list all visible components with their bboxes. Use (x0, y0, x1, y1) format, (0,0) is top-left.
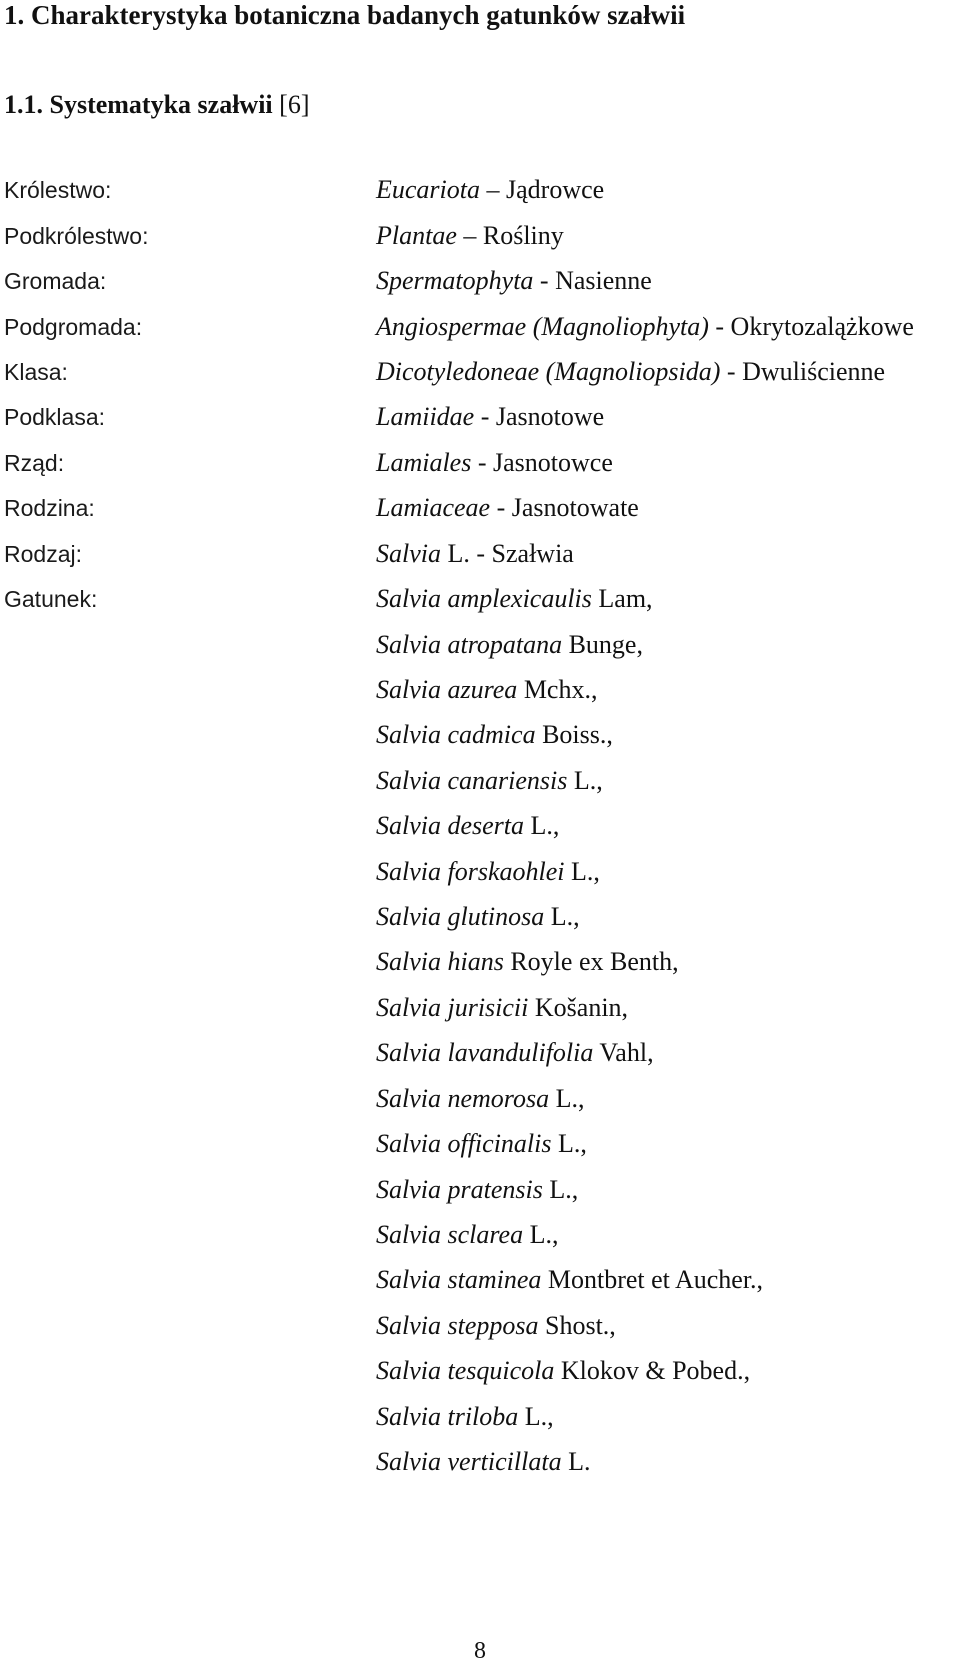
taxon-latin: Plantae (376, 221, 457, 250)
species-item (376, 947, 679, 977)
taxon-latin: Salvia amplexicaulis (376, 584, 592, 613)
species-author: L., (551, 1129, 587, 1158)
species-item (376, 1220, 558, 1250)
taxon-name (376, 175, 604, 205)
rank-label: Rząd: (4, 450, 65, 476)
species-item (376, 1038, 654, 1068)
taxon-common: L. - Szałwia (441, 539, 574, 568)
taxon-name (376, 221, 564, 251)
species-author: Shost., (538, 1311, 616, 1340)
species-author: L., (567, 766, 603, 795)
species-item (376, 766, 603, 796)
species-author: L., (549, 1084, 585, 1113)
taxon-common: - Nasienne (533, 266, 652, 295)
taxon-name (376, 312, 914, 342)
species-author: L., (564, 857, 600, 886)
species-author: L. (561, 1447, 591, 1476)
taxon-latin: Lamiales (376, 448, 472, 477)
species-item (376, 630, 643, 660)
taxonomy-row (0, 493, 960, 533)
species-latin: Salvia verticillata (376, 1447, 562, 1476)
species-author: L., (544, 902, 580, 931)
species-item (376, 1084, 584, 1114)
species-latin: Salvia staminea (376, 1265, 542, 1294)
rank-label: Podklasa: (4, 404, 106, 430)
page-number: 8 (474, 1638, 486, 1664)
species-item (376, 1402, 554, 1432)
taxonomy-row (0, 312, 960, 352)
species-latin: Salvia officinalis (376, 1129, 552, 1158)
species-item (376, 902, 580, 932)
taxonomy-row (0, 539, 960, 579)
taxon-latin: Spermatophyta (376, 266, 534, 295)
section-title: 1. Charakterystyka botaniczna badanych gatunków szałwii (4, 0, 686, 30)
species-author: L., (523, 1220, 559, 1249)
species-item (376, 993, 628, 1023)
species-author: Vahl, (593, 1038, 654, 1067)
species-author: Royle ex Benth, (503, 947, 679, 976)
species-latin: Salvia cadmica (376, 720, 536, 749)
taxon-name (376, 402, 604, 432)
subsection-title-text: 1.1. Systematyka szałwii (4, 90, 273, 119)
taxon-common: Lam, (591, 584, 653, 613)
species-item (376, 1265, 763, 1295)
taxon-name (376, 584, 653, 614)
species-item (376, 811, 559, 841)
rank-label: Podgromada: (4, 314, 143, 340)
subsection-title (4, 90, 310, 120)
taxon-common: - Dwuliścienne (720, 357, 886, 386)
taxon-name (376, 448, 613, 478)
rank-label: Klasa: (4, 359, 68, 385)
species-latin: Salvia forskaohlei (376, 857, 565, 886)
taxonomy-row (0, 221, 960, 261)
taxonomy-row (0, 448, 960, 488)
taxon-latin: Angiospermae (Magnoliophyta) (376, 312, 709, 341)
species-author: Montbret et Aucher., (541, 1265, 764, 1294)
taxon-name (376, 357, 885, 387)
taxon-latin: Dicotyledoneae (Magnoliopsida) (376, 357, 721, 386)
species-latin: Salvia azurea (376, 675, 518, 704)
taxon-common: – Rośliny (456, 221, 564, 250)
taxon-latin: Lamiaceae (376, 493, 491, 522)
taxon-latin: Lamiidae (376, 402, 475, 431)
species-latin: Salvia pratensis (376, 1175, 543, 1204)
species-author: Mchx., (517, 675, 598, 704)
species-author: L., (524, 811, 560, 840)
species-latin: Salvia hians (376, 947, 504, 976)
species-latin: Salvia sclarea (376, 1220, 524, 1249)
taxon-name (376, 539, 574, 569)
species-latin: Salvia triloba (376, 1402, 519, 1431)
subsection-reference: [6] (279, 90, 310, 119)
species-item (376, 1311, 616, 1341)
species-latin: Salvia glutinosa (376, 902, 545, 931)
taxon-common: - Jasnotowce (471, 448, 613, 477)
taxon-common: - Jasnotowe (474, 402, 605, 431)
species-latin: Salvia canariensis (376, 766, 568, 795)
species-author: L., (542, 1175, 579, 1204)
species-item (376, 720, 613, 750)
rank-label: Rodzaj: (4, 541, 82, 567)
species-latin: Salvia atropatana (376, 630, 563, 659)
rank-label: Podkrólestwo: (4, 223, 149, 249)
taxon-latin: Salvia (376, 539, 441, 568)
taxon-common: – Jądrowce (480, 175, 605, 204)
species-author: Košanin, (528, 993, 629, 1022)
species-latin: Salvia jurisicii (376, 993, 529, 1022)
taxon-common: - Jasnotowate (490, 493, 639, 522)
taxon-name (376, 493, 639, 523)
species-item (376, 675, 597, 705)
species-author: Bunge, (562, 630, 643, 659)
species-item (376, 1356, 750, 1386)
taxonomy-row (0, 584, 960, 624)
rank-label: Gromada: (4, 268, 107, 294)
species-latin: Salvia stepposa (376, 1311, 539, 1340)
species-latin: Salvia nemorosa (376, 1084, 550, 1113)
taxonomy-row (0, 402, 960, 442)
species-item (376, 1175, 578, 1205)
taxonomy-row (0, 266, 960, 306)
species-item (376, 1129, 587, 1159)
taxonomy-row (0, 175, 960, 215)
taxon-latin: Eucariota (376, 175, 480, 204)
species-author: Boiss., (535, 720, 613, 749)
species-latin: Salvia tesquicola (376, 1356, 555, 1385)
species-item (376, 857, 600, 887)
taxon-name (376, 266, 652, 296)
species-author: L., (518, 1402, 554, 1431)
species-latin: Salvia lavandulifolia (376, 1038, 594, 1067)
rank-label: Królestwo: (4, 177, 112, 203)
species-item (376, 1447, 590, 1477)
rank-label: Rodzina: (4, 495, 95, 521)
taxonomy-row (0, 357, 960, 397)
species-author: Klokov & Pobed., (554, 1356, 751, 1385)
rank-label: Gatunek: (4, 586, 98, 612)
species-latin: Salvia deserta (376, 811, 525, 840)
taxon-common: - Okrytozalążkowe (708, 312, 914, 341)
